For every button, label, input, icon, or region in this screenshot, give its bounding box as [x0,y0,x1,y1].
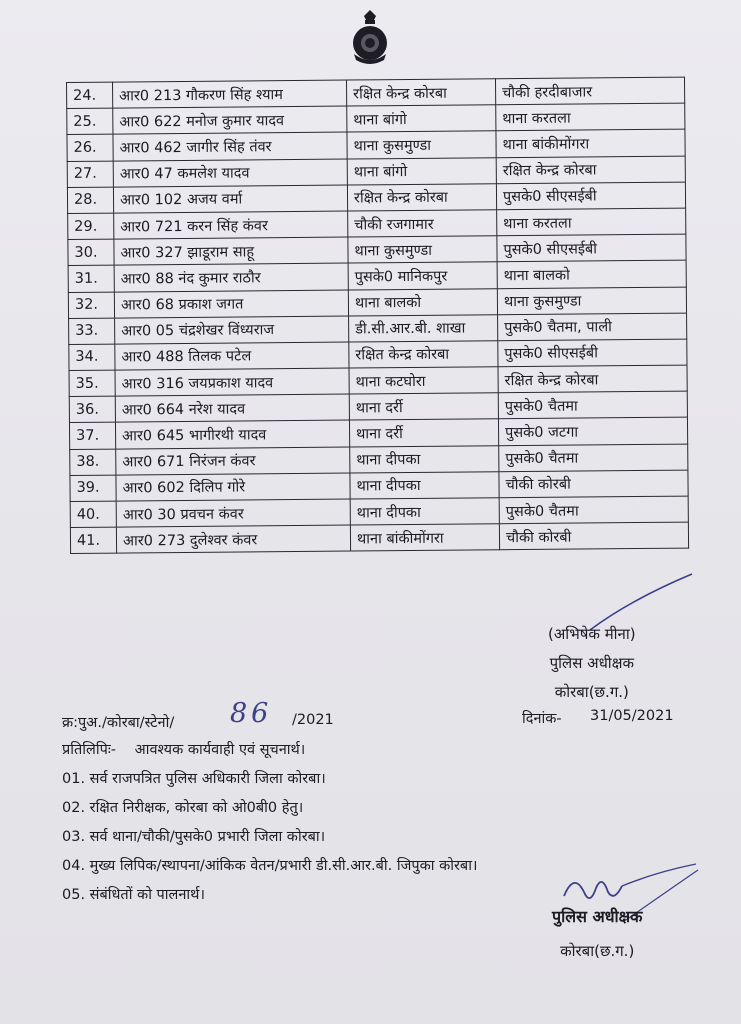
posted-from-cell: थाना बांगो [347,157,496,184]
serial-number-cell: 25. [67,108,113,135]
posted-to-cell: रक्षित केन्द्र कोरबा [498,365,687,393]
serial-number-cell: 27. [67,161,113,188]
serial-number-cell: 28. [67,187,113,214]
constable-name-cell: आर0 316 जयप्रकाश यादव [115,368,349,396]
constable-name-cell: आर0 721 करन सिंह कंवर [114,211,348,239]
copy-to-item: 02. रक्षित निरीक्षक, कोरबा को ओ0बी0 हेतु। [62,800,304,816]
copy-to-item: 05. संबंधितों को पालनार्थ। [62,887,205,903]
posted-from-cell: थाना दीपका [350,445,499,472]
posted-to-cell: पुसके0 चैतमा [498,391,687,419]
serial-number-cell: 26. [67,134,113,161]
constable-name-cell: आर0 102 अजय वर्मा [113,185,347,213]
constable-name-cell: आर0 671 निरंजन कंवर [116,447,350,475]
posted-to-cell: चौकी कोरबी [499,470,688,498]
copy-to-item: 03. सर्व थाना/चौकी/पुसके0 प्रभारी जिला कोरबा। [62,829,326,845]
constable-name-cell: आर0 213 गौकरण सिंह श्याम [113,80,347,108]
posting-table [66,77,689,555]
serial-number-cell: 30. [68,239,114,266]
constable-name-cell: आर0 645 भागीरथी यादव [115,420,349,448]
table-row [70,522,688,554]
serial-number-cell: 24. [67,82,113,109]
copy-to-item: 01. सर्व राजपत्रित पुलिस अधिकारी जिला कोरबा। [62,771,326,787]
constable-name-cell: आर0 05 चंद्रशेखर विंध्यराज [115,316,349,344]
copy-to-heading [62,736,477,765]
constable-name-cell: आर0 664 नरेश यादव [115,394,349,422]
serial-number-cell: 39. [70,475,116,502]
posted-from-cell: थाना दर्री [349,419,498,446]
constable-name-cell: आर0 488 तिलक पटेल [115,342,349,370]
posted-to-cell: चौकी हरदीबाजार [495,77,684,105]
reference-number: 86 [230,698,273,729]
signature-block-bottom [552,900,642,968]
posted-to-cell: थाना कुसमुण्डा [497,287,686,315]
posted-from-cell: थाना कटघोरा [349,367,498,394]
posted-from-cell: डी.सी.आर.बी. शाखा [349,314,498,341]
constable-name-cell: आर0 622 मनोज कुमार यादव [113,106,347,134]
posted-to-cell: पुसके0 सीएसईबी [498,339,687,367]
copy-to-label: प्रतिलिपिः- [62,742,117,758]
serial-number-cell: 32. [68,292,114,319]
officer-place: कोरबा(छ.ग.) [554,683,629,701]
posted-to-cell: पुसके0 चैतमा, पाली [498,313,687,341]
constable-name-cell: आर0 47 कमलेश यादव [113,159,347,187]
posted-to-cell: चौकी कोरबी [499,522,688,550]
police-emblem-icon [348,8,392,66]
serial-number-cell: 37. [69,423,115,450]
posted-from-cell: थाना दीपका [350,472,499,499]
constable-name-cell: आर0 68 प्रकाश जगत [114,290,348,318]
serial-number-cell: 35. [69,370,115,397]
posted-to-cell: पुसके0 चैतमा [499,496,688,524]
serial-number-cell: 40. [70,501,116,528]
posted-to-cell: पुसके0 जटगा [498,418,687,446]
constable-name-cell: आर0 88 नंद कुमार राठौर [114,263,348,291]
posted-from-cell: थाना कुसमुण्डा [347,131,496,158]
signature-block-top [548,620,636,707]
serial-number-cell: 36. [69,396,115,423]
constable-name-cell: आर0 462 जागीर सिंह तंवर [113,132,347,160]
copy-to-purpose: आवश्यक कार्यवाही एवं सूचनार्थ। [134,742,306,758]
constable-name-cell: आर0 602 दिलिप गोरे [116,473,350,501]
posted-from-cell: थाना दर्री [349,393,498,420]
serial-number-cell: 33. [69,318,115,345]
constable-name-cell: आर0 30 प्रवचन कंवर [116,499,350,527]
posted-from-cell: पुसके0 मानिकपुर [348,262,497,289]
posted-to-cell: पुसके0 सीएसईबी [496,182,685,210]
posted-to-cell: थाना बालको [497,260,686,288]
posted-from-cell: थाना बांकीमोंगरा [350,524,499,551]
posted-from-cell: चौकी रजगामार [348,210,497,237]
serial-number-cell: 38. [70,449,116,476]
posted-to-cell: थाना बांकीमोंगरा [496,129,685,157]
date-label: दिनांक- [522,711,562,727]
serial-number-cell: 31. [68,265,114,292]
posted-from-cell: रक्षित केन्द्र कोरबा [347,183,496,210]
officer-designation: पुलिस अधीक्षक [549,654,634,672]
posted-to-cell: पुसके0 सीएसईबी [497,234,686,262]
posted-from-cell: रक्षित केन्द्र कोरबा [346,79,495,106]
officer-place-2: कोरबा(छ.ग.) [560,942,635,960]
serial-number-cell: 41. [70,527,116,554]
posted-from-cell: थाना बालको [348,288,497,315]
serial-number-cell: 34. [69,344,115,371]
constable-name-cell: आर0 327 झाडूराम साहू [114,237,348,265]
posted-from-cell: थाना दीपका [350,498,499,525]
posted-from-cell: थाना बांगो [347,105,496,132]
reference-prefix: क्र:पुअ./कोरबा/स्टेनो/ [62,715,175,731]
copy-to-section [62,736,477,910]
posted-to-cell: थाना करतला [497,208,686,236]
posted-to-cell: थाना करतला [496,103,685,131]
posted-to-cell: पुसके0 चैतमा [499,444,688,472]
reference-year: /2021 [292,712,334,728]
date-value: 31/05/2021 [590,708,674,724]
copy-to-item: 04. मुख्य लिपिक/स्थापना/आंकिक वेतन/प्रभारी डी.सी.आर.बी. जिपुका कोरबा। [62,858,478,874]
posted-to-cell: रक्षित केन्द्र कोरबा [496,156,685,184]
officer-name: (अभिषेक मीना) [548,625,636,643]
serial-number-cell: 29. [68,213,114,240]
posted-from-cell: रक्षित केन्द्र कोरबा [349,341,498,368]
posted-from-cell: थाना कुसमुण्डा [348,236,497,263]
constable-name-cell: आर0 273 दुलेश्वर कंवर [116,525,350,553]
officer-designation-2: पुलिस अधीक्षक [552,907,643,926]
